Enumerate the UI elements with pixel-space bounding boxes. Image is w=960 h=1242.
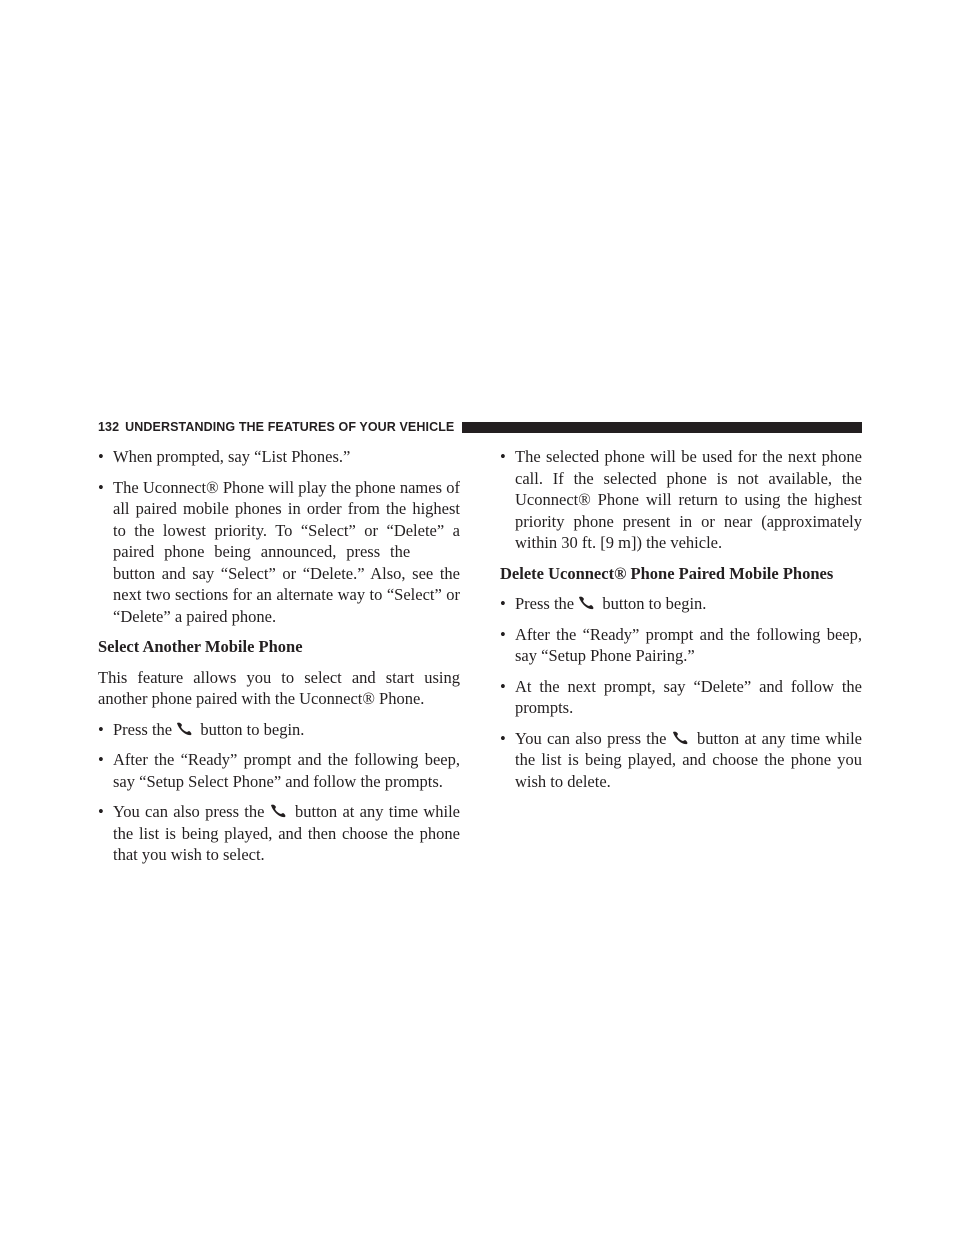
section-title: UNDERSTANDING THE FEATURES OF YOUR VEHICLE — [125, 420, 455, 434]
section-heading: Select Another Mobile Phone — [98, 637, 303, 656]
phone-handset-icon — [578, 596, 598, 610]
phone-handset-icon — [672, 731, 692, 745]
phone-handset-icon — [270, 804, 290, 818]
phone-handset-icon — [176, 722, 196, 736]
list-item: • After the “Ready” prompt and the following beep, say “Setup Phone Pairing.” — [500, 624, 862, 667]
section-heading: Delete Uconnect® Phone Paired Mobile Phones — [500, 563, 834, 583]
paragraph: This feature allows you to select and start using another phone paired with the Uconnect® Phone. — [98, 667, 460, 708]
header-rule — [462, 422, 862, 433]
list-item: • Press the button to begin. — [98, 719, 460, 741]
list-item: • You can also press the button at any time while the list is being played, and then choose the phone that you wish to select. — [98, 801, 460, 866]
left-column — [98, 446, 460, 875]
list-item: • The Uconnect® Phone will play the phone names of all paired mobile phones in order from the highest to the lowest priority. To “Select” or “Delete” a paired phone being announced, press the button and say “Select” or “Delete.” Also, see the next two sections for an alternate way to “Select” or “Delete” a paired phone. — [98, 477, 460, 628]
right-column — [500, 446, 862, 801]
page-number: 132 — [98, 420, 120, 434]
list-item: • When prompted, say “List Phones.” — [98, 446, 460, 468]
list-item: • After the “Ready” prompt and the following beep, say “Setup Select Phone” and follow the prompts. — [98, 749, 460, 792]
list-item: • Press the button to begin. — [500, 593, 862, 615]
list-item: • You can also press the button at any time while the list is being played, and choose the phone you wish to delete. — [500, 728, 862, 793]
list-item: • The selected phone will be used for the next phone call. If the selected phone is not available, the Uconnect® Phone will return to using the highest priority phone present in or near (approximately within 30 ft. [9 m]) the vehicle. — [500, 446, 862, 554]
list-item: • At the next prompt, say “Delete” and follow the prompts. — [500, 676, 862, 719]
page-header — [98, 419, 862, 436]
